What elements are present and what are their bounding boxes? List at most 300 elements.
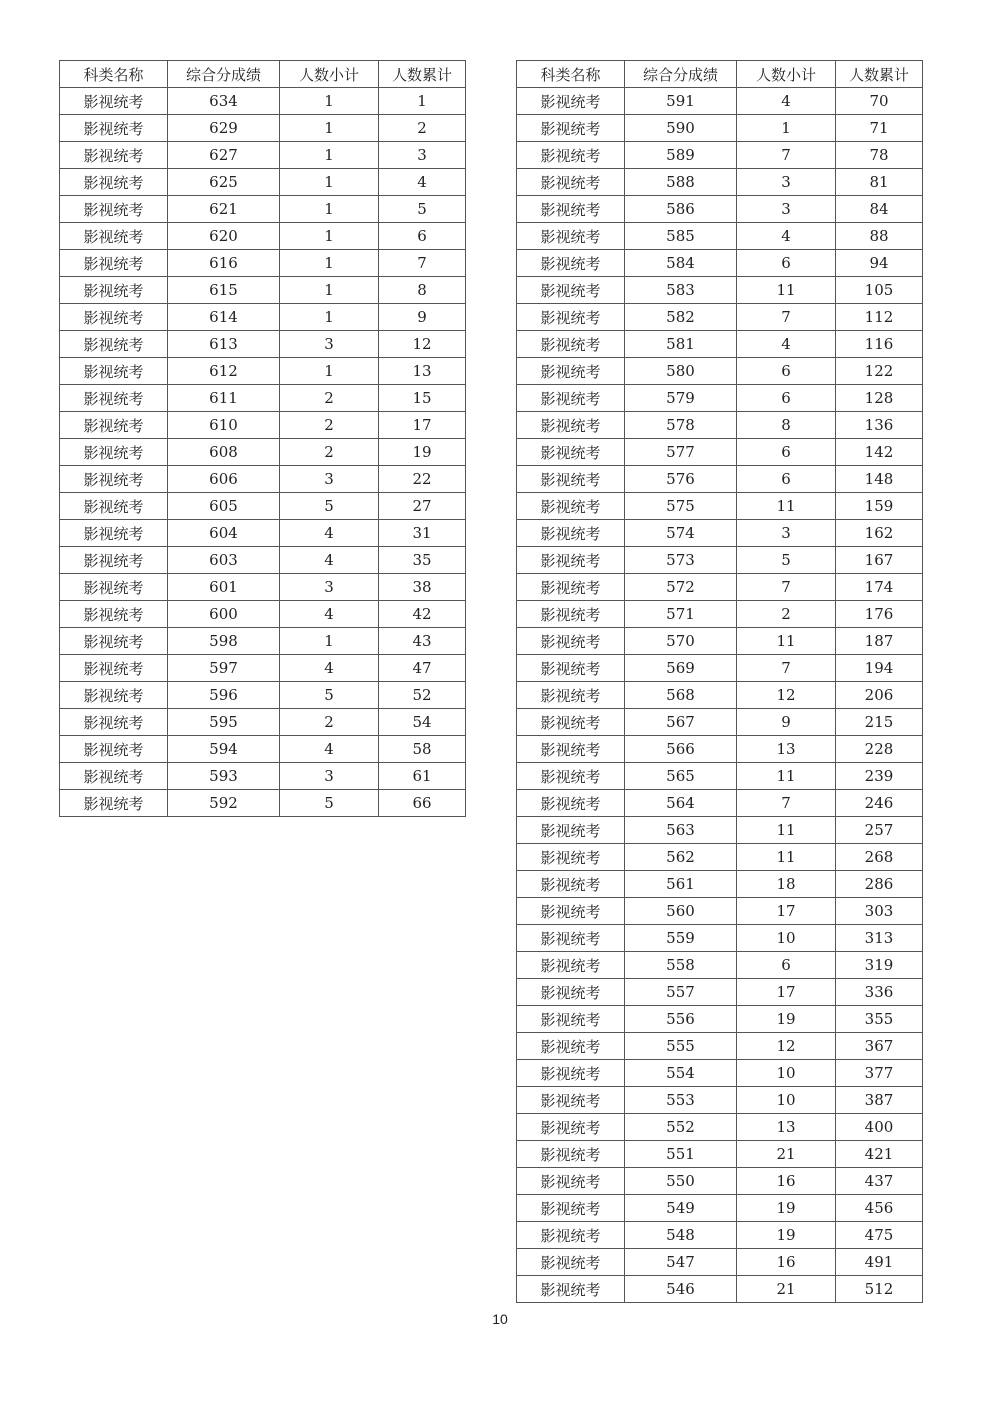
subject-cell: 影视统考 bbox=[517, 925, 625, 952]
subject-cell: 影视统考 bbox=[517, 142, 625, 169]
score-cell: 564 bbox=[625, 790, 737, 817]
subject-cell: 影视统考 bbox=[517, 520, 625, 547]
table-row bbox=[60, 466, 466, 493]
count-cell: 1 bbox=[280, 358, 379, 385]
cumulative-cell: 17 bbox=[379, 412, 466, 439]
count-cell: 6 bbox=[737, 385, 836, 412]
cumulative-cell: 105 bbox=[836, 277, 923, 304]
subject-cell: 影视统考 bbox=[60, 628, 168, 655]
cumulative-cell: 162 bbox=[836, 520, 923, 547]
count-cell: 4 bbox=[737, 223, 836, 250]
table-row bbox=[517, 1033, 923, 1060]
count-cell: 11 bbox=[737, 817, 836, 844]
cumulative-cell: 377 bbox=[836, 1060, 923, 1087]
count-cell: 2 bbox=[737, 601, 836, 628]
count-cell: 13 bbox=[737, 736, 836, 763]
count-cell: 17 bbox=[737, 979, 836, 1006]
subject-cell: 影视统考 bbox=[517, 439, 625, 466]
count-cell: 7 bbox=[737, 304, 836, 331]
cumulative-cell: 27 bbox=[379, 493, 466, 520]
count-cell: 18 bbox=[737, 871, 836, 898]
table-row bbox=[517, 1114, 923, 1141]
count-cell: 6 bbox=[737, 358, 836, 385]
count-cell: 10 bbox=[737, 1060, 836, 1087]
cumulative-cell: 367 bbox=[836, 1033, 923, 1060]
score-cell: 586 bbox=[625, 196, 737, 223]
score-cell: 561 bbox=[625, 871, 737, 898]
table-row bbox=[517, 979, 923, 1006]
score-cell: 588 bbox=[625, 169, 737, 196]
subject-cell: 影视统考 bbox=[517, 1141, 625, 1168]
subject-cell: 影视统考 bbox=[517, 682, 625, 709]
subject-cell: 影视统考 bbox=[60, 574, 168, 601]
cumulative-cell: 35 bbox=[379, 547, 466, 574]
count-cell: 7 bbox=[737, 790, 836, 817]
cumulative-cell: 43 bbox=[379, 628, 466, 655]
count-cell: 7 bbox=[737, 655, 836, 682]
count-cell: 19 bbox=[737, 1222, 836, 1249]
cumulative-cell: 174 bbox=[836, 574, 923, 601]
subject-cell: 影视统考 bbox=[60, 88, 168, 115]
header-count: 人数小计 bbox=[280, 61, 379, 88]
cumulative-cell: 52 bbox=[379, 682, 466, 709]
subject-cell: 影视统考 bbox=[517, 88, 625, 115]
subject-cell: 影视统考 bbox=[60, 682, 168, 709]
score-cell: 616 bbox=[168, 250, 280, 277]
count-cell: 12 bbox=[737, 1033, 836, 1060]
subject-cell: 影视统考 bbox=[517, 1276, 625, 1303]
subject-cell: 影视统考 bbox=[60, 223, 168, 250]
count-cell: 4 bbox=[280, 655, 379, 682]
subject-cell: 影视统考 bbox=[60, 115, 168, 142]
count-cell: 1 bbox=[280, 277, 379, 304]
subject-cell: 影视统考 bbox=[517, 169, 625, 196]
subject-cell: 影视统考 bbox=[517, 601, 625, 628]
subject-cell: 影视统考 bbox=[60, 655, 168, 682]
cumulative-cell: 355 bbox=[836, 1006, 923, 1033]
header-score: 综合分成绩 bbox=[168, 61, 280, 88]
count-cell: 11 bbox=[737, 844, 836, 871]
count-cell: 3 bbox=[737, 520, 836, 547]
table-row bbox=[517, 709, 923, 736]
subject-cell: 影视统考 bbox=[517, 196, 625, 223]
table-row bbox=[60, 196, 466, 223]
cumulative-cell: 13 bbox=[379, 358, 466, 385]
subject-cell: 影视统考 bbox=[60, 601, 168, 628]
count-cell: 21 bbox=[737, 1141, 836, 1168]
table-row bbox=[517, 601, 923, 628]
score-cell: 583 bbox=[625, 277, 737, 304]
score-cell: 570 bbox=[625, 628, 737, 655]
count-cell: 7 bbox=[737, 574, 836, 601]
table-row bbox=[60, 682, 466, 709]
count-cell: 9 bbox=[737, 709, 836, 736]
score-cell: 552 bbox=[625, 1114, 737, 1141]
table-row bbox=[60, 169, 466, 196]
table-row bbox=[60, 547, 466, 574]
score-cell: 556 bbox=[625, 1006, 737, 1033]
subject-cell: 影视统考 bbox=[517, 1249, 625, 1276]
cumulative-cell: 88 bbox=[836, 223, 923, 250]
cumulative-cell: 387 bbox=[836, 1087, 923, 1114]
score-cell: 566 bbox=[625, 736, 737, 763]
cumulative-cell: 116 bbox=[836, 331, 923, 358]
subject-cell: 影视统考 bbox=[60, 520, 168, 547]
cumulative-cell: 5 bbox=[379, 196, 466, 223]
score-cell: 593 bbox=[168, 763, 280, 790]
score-cell: 594 bbox=[168, 736, 280, 763]
cumulative-cell: 491 bbox=[836, 1249, 923, 1276]
cumulative-cell: 78 bbox=[836, 142, 923, 169]
score-cell: 620 bbox=[168, 223, 280, 250]
count-cell: 6 bbox=[737, 250, 836, 277]
score-cell: 592 bbox=[168, 790, 280, 817]
count-cell: 17 bbox=[737, 898, 836, 925]
cumulative-cell: 313 bbox=[836, 925, 923, 952]
score-cell: 550 bbox=[625, 1168, 737, 1195]
table-row bbox=[60, 115, 466, 142]
count-cell: 3 bbox=[737, 196, 836, 223]
score-cell: 613 bbox=[168, 331, 280, 358]
count-cell: 2 bbox=[280, 412, 379, 439]
cumulative-cell: 257 bbox=[836, 817, 923, 844]
cumulative-cell: 71 bbox=[836, 115, 923, 142]
score-cell: 621 bbox=[168, 196, 280, 223]
cumulative-cell: 66 bbox=[379, 790, 466, 817]
table-row bbox=[60, 304, 466, 331]
score-cell: 546 bbox=[625, 1276, 737, 1303]
cumulative-cell: 228 bbox=[836, 736, 923, 763]
cumulative-cell: 336 bbox=[836, 979, 923, 1006]
cumulative-cell: 128 bbox=[836, 385, 923, 412]
table-row bbox=[517, 547, 923, 574]
subject-cell: 影视统考 bbox=[60, 331, 168, 358]
count-cell: 11 bbox=[737, 763, 836, 790]
count-cell: 16 bbox=[737, 1249, 836, 1276]
score-cell: 611 bbox=[168, 385, 280, 412]
subject-cell: 影视统考 bbox=[517, 1033, 625, 1060]
score-cell: 580 bbox=[625, 358, 737, 385]
subject-cell: 影视统考 bbox=[517, 304, 625, 331]
header-subject: 科类名称 bbox=[60, 61, 168, 88]
subject-cell: 影视统考 bbox=[517, 385, 625, 412]
cumulative-cell: 475 bbox=[836, 1222, 923, 1249]
score-cell: 601 bbox=[168, 574, 280, 601]
score-cell: 563 bbox=[625, 817, 737, 844]
subject-cell: 影视统考 bbox=[517, 493, 625, 520]
subject-cell: 影视统考 bbox=[60, 547, 168, 574]
table-row bbox=[517, 1222, 923, 1249]
score-cell: 603 bbox=[168, 547, 280, 574]
cumulative-cell: 2 bbox=[379, 115, 466, 142]
table-row bbox=[517, 817, 923, 844]
score-cell: 573 bbox=[625, 547, 737, 574]
cumulative-cell: 142 bbox=[836, 439, 923, 466]
cumulative-cell: 61 bbox=[379, 763, 466, 790]
table-row bbox=[60, 331, 466, 358]
score-cell: 582 bbox=[625, 304, 737, 331]
count-cell: 7 bbox=[737, 142, 836, 169]
count-cell: 4 bbox=[280, 601, 379, 628]
score-cell: 548 bbox=[625, 1222, 737, 1249]
count-cell: 4 bbox=[737, 331, 836, 358]
table-row bbox=[517, 655, 923, 682]
table-row bbox=[517, 466, 923, 493]
cumulative-cell: 3 bbox=[379, 142, 466, 169]
cumulative-cell: 122 bbox=[836, 358, 923, 385]
table-row bbox=[60, 493, 466, 520]
subject-cell: 影视统考 bbox=[60, 304, 168, 331]
table-row bbox=[60, 358, 466, 385]
score-table-right bbox=[516, 60, 923, 1303]
table-row bbox=[60, 223, 466, 250]
table-row bbox=[517, 844, 923, 871]
cumulative-cell: 176 bbox=[836, 601, 923, 628]
score-cell: 574 bbox=[625, 520, 737, 547]
count-cell: 10 bbox=[737, 925, 836, 952]
score-cell: 575 bbox=[625, 493, 737, 520]
score-cell: 572 bbox=[625, 574, 737, 601]
page-number: 10 bbox=[492, 1311, 508, 1327]
subject-cell: 影视统考 bbox=[60, 790, 168, 817]
table-row bbox=[517, 1141, 923, 1168]
table-row bbox=[517, 628, 923, 655]
table-row bbox=[60, 520, 466, 547]
cumulative-cell: 31 bbox=[379, 520, 466, 547]
subject-cell: 影视统考 bbox=[517, 223, 625, 250]
subject-cell: 影视统考 bbox=[517, 250, 625, 277]
cumulative-cell: 8 bbox=[379, 277, 466, 304]
cumulative-cell: 215 bbox=[836, 709, 923, 736]
score-table-left bbox=[59, 60, 466, 817]
table-row bbox=[60, 277, 466, 304]
subject-cell: 影视统考 bbox=[517, 1222, 625, 1249]
cumulative-cell: 70 bbox=[836, 88, 923, 115]
score-cell: 625 bbox=[168, 169, 280, 196]
header-subject: 科类名称 bbox=[517, 61, 625, 88]
score-cell: 551 bbox=[625, 1141, 737, 1168]
table-row bbox=[60, 655, 466, 682]
subject-cell: 影视统考 bbox=[517, 979, 625, 1006]
table-row bbox=[60, 88, 466, 115]
score-cell: 585 bbox=[625, 223, 737, 250]
count-cell: 19 bbox=[737, 1195, 836, 1222]
count-cell: 2 bbox=[280, 385, 379, 412]
subject-cell: 影视统考 bbox=[517, 1060, 625, 1087]
cumulative-cell: 148 bbox=[836, 466, 923, 493]
score-cell: 567 bbox=[625, 709, 737, 736]
count-cell: 4 bbox=[737, 88, 836, 115]
count-cell: 5 bbox=[280, 493, 379, 520]
table-row bbox=[60, 250, 466, 277]
cumulative-cell: 206 bbox=[836, 682, 923, 709]
table-row bbox=[517, 142, 923, 169]
subject-cell: 影视统考 bbox=[60, 736, 168, 763]
cumulative-cell: 94 bbox=[836, 250, 923, 277]
count-cell: 12 bbox=[737, 682, 836, 709]
score-cell: 604 bbox=[168, 520, 280, 547]
score-cell: 600 bbox=[168, 601, 280, 628]
table-row bbox=[517, 1249, 923, 1276]
cumulative-cell: 1 bbox=[379, 88, 466, 115]
table-row bbox=[517, 763, 923, 790]
count-cell: 21 bbox=[737, 1276, 836, 1303]
subject-cell: 影视统考 bbox=[517, 1087, 625, 1114]
subject-cell: 影视统考 bbox=[60, 439, 168, 466]
count-cell: 3 bbox=[280, 763, 379, 790]
cumulative-cell: 7 bbox=[379, 250, 466, 277]
cumulative-cell: 239 bbox=[836, 763, 923, 790]
cumulative-cell: 286 bbox=[836, 871, 923, 898]
score-cell: 614 bbox=[168, 304, 280, 331]
subject-cell: 影视统考 bbox=[517, 655, 625, 682]
subject-cell: 影视统考 bbox=[517, 331, 625, 358]
score-cell: 608 bbox=[168, 439, 280, 466]
table-row bbox=[60, 736, 466, 763]
count-cell: 5 bbox=[737, 547, 836, 574]
table-row bbox=[517, 952, 923, 979]
table-row bbox=[517, 88, 923, 115]
table-row bbox=[60, 709, 466, 736]
table-row bbox=[517, 1060, 923, 1087]
table-row bbox=[60, 574, 466, 601]
score-cell: 565 bbox=[625, 763, 737, 790]
subject-cell: 影视统考 bbox=[60, 169, 168, 196]
cumulative-cell: 6 bbox=[379, 223, 466, 250]
count-cell: 6 bbox=[737, 466, 836, 493]
count-cell: 11 bbox=[737, 628, 836, 655]
count-cell: 1 bbox=[737, 115, 836, 142]
cumulative-cell: 246 bbox=[836, 790, 923, 817]
score-cell: 629 bbox=[168, 115, 280, 142]
score-cell: 571 bbox=[625, 601, 737, 628]
count-cell: 16 bbox=[737, 1168, 836, 1195]
header-score: 综合分成绩 bbox=[625, 61, 737, 88]
subject-cell: 影视统考 bbox=[517, 1195, 625, 1222]
table-row bbox=[517, 520, 923, 547]
table-row bbox=[517, 898, 923, 925]
subject-cell: 影视统考 bbox=[517, 574, 625, 601]
cumulative-cell: 84 bbox=[836, 196, 923, 223]
table-row bbox=[60, 412, 466, 439]
cumulative-cell: 167 bbox=[836, 547, 923, 574]
table-row bbox=[517, 385, 923, 412]
table-row bbox=[517, 871, 923, 898]
count-cell: 5 bbox=[280, 682, 379, 709]
cumulative-cell: 12 bbox=[379, 331, 466, 358]
count-cell: 4 bbox=[280, 520, 379, 547]
subject-cell: 影视统考 bbox=[60, 709, 168, 736]
table-row bbox=[60, 142, 466, 169]
table-row bbox=[517, 223, 923, 250]
score-cell: 562 bbox=[625, 844, 737, 871]
count-cell: 11 bbox=[737, 493, 836, 520]
score-cell: 627 bbox=[168, 142, 280, 169]
score-cell: 555 bbox=[625, 1033, 737, 1060]
table-row bbox=[517, 682, 923, 709]
subject-cell: 影视统考 bbox=[517, 871, 625, 898]
score-cell: 610 bbox=[168, 412, 280, 439]
table-row bbox=[517, 736, 923, 763]
table-row bbox=[517, 1006, 923, 1033]
cumulative-cell: 456 bbox=[836, 1195, 923, 1222]
count-cell: 13 bbox=[737, 1114, 836, 1141]
table-row bbox=[517, 493, 923, 520]
subject-cell: 影视统考 bbox=[517, 709, 625, 736]
score-cell: 591 bbox=[625, 88, 737, 115]
header-cumulative: 人数累计 bbox=[836, 61, 923, 88]
score-cell: 560 bbox=[625, 898, 737, 925]
count-cell: 1 bbox=[280, 115, 379, 142]
subject-cell: 影视统考 bbox=[517, 898, 625, 925]
score-cell: 559 bbox=[625, 925, 737, 952]
cumulative-cell: 437 bbox=[836, 1168, 923, 1195]
subject-cell: 影视统考 bbox=[517, 412, 625, 439]
count-cell: 4 bbox=[280, 736, 379, 763]
subject-cell: 影视统考 bbox=[517, 1006, 625, 1033]
cumulative-cell: 112 bbox=[836, 304, 923, 331]
subject-cell: 影视统考 bbox=[60, 385, 168, 412]
table-row bbox=[517, 277, 923, 304]
count-cell: 5 bbox=[280, 790, 379, 817]
cumulative-cell: 42 bbox=[379, 601, 466, 628]
count-cell: 2 bbox=[280, 709, 379, 736]
subject-cell: 影视统考 bbox=[60, 196, 168, 223]
count-cell: 3 bbox=[737, 169, 836, 196]
cumulative-cell: 268 bbox=[836, 844, 923, 871]
score-cell: 577 bbox=[625, 439, 737, 466]
cumulative-cell: 187 bbox=[836, 628, 923, 655]
score-cell: 568 bbox=[625, 682, 737, 709]
cumulative-cell: 47 bbox=[379, 655, 466, 682]
table-row bbox=[517, 358, 923, 385]
table-row bbox=[517, 331, 923, 358]
subject-cell: 影视统考 bbox=[60, 493, 168, 520]
count-cell: 1 bbox=[280, 142, 379, 169]
score-cell: 584 bbox=[625, 250, 737, 277]
subject-cell: 影视统考 bbox=[517, 547, 625, 574]
table-row bbox=[517, 1087, 923, 1114]
count-cell: 3 bbox=[280, 331, 379, 358]
subject-cell: 影视统考 bbox=[517, 817, 625, 844]
table-row bbox=[517, 574, 923, 601]
score-cell: 606 bbox=[168, 466, 280, 493]
subject-cell: 影视统考 bbox=[517, 277, 625, 304]
table-row bbox=[517, 412, 923, 439]
cumulative-cell: 9 bbox=[379, 304, 466, 331]
count-cell: 1 bbox=[280, 88, 379, 115]
subject-cell: 影视统考 bbox=[517, 358, 625, 385]
count-cell: 1 bbox=[280, 304, 379, 331]
subject-cell: 影视统考 bbox=[517, 790, 625, 817]
cumulative-cell: 54 bbox=[379, 709, 466, 736]
cumulative-cell: 22 bbox=[379, 466, 466, 493]
score-cell: 558 bbox=[625, 952, 737, 979]
score-cell: 605 bbox=[168, 493, 280, 520]
subject-cell: 影视统考 bbox=[60, 763, 168, 790]
table-row bbox=[60, 439, 466, 466]
score-cell: 576 bbox=[625, 466, 737, 493]
table-row bbox=[517, 115, 923, 142]
cumulative-cell: 38 bbox=[379, 574, 466, 601]
score-cell: 579 bbox=[625, 385, 737, 412]
cumulative-cell: 512 bbox=[836, 1276, 923, 1303]
score-cell: 569 bbox=[625, 655, 737, 682]
score-cell: 589 bbox=[625, 142, 737, 169]
cumulative-cell: 319 bbox=[836, 952, 923, 979]
cumulative-cell: 19 bbox=[379, 439, 466, 466]
cumulative-cell: 136 bbox=[836, 412, 923, 439]
